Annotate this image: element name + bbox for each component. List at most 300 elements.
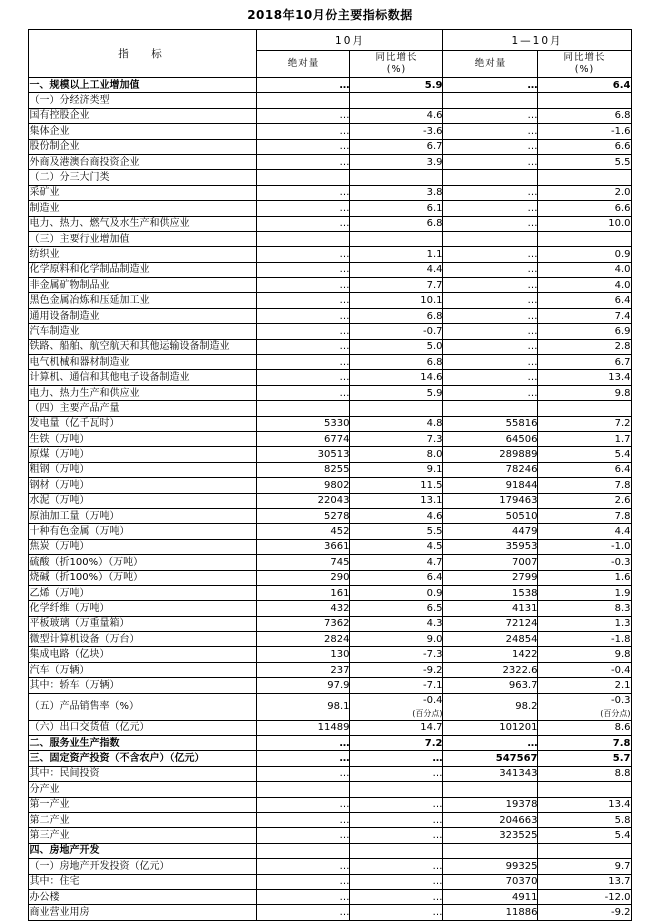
row-cumulative-absolute: 963.7 <box>443 678 538 693</box>
row-month-yoy: … <box>350 797 443 812</box>
row-month-absolute: … <box>257 247 350 262</box>
row-month-absolute: … <box>257 797 350 812</box>
row-indicator-label: 十种有色金属（万吨） <box>29 524 257 539</box>
row-month-absolute: 2824 <box>257 632 350 647</box>
row-month-yoy: 4.3 <box>350 616 443 631</box>
row-cumulative-absolute: 1422 <box>443 647 538 662</box>
row-month-yoy: 7.2 <box>350 736 443 751</box>
row-month-absolute: 7362 <box>257 616 350 631</box>
table-row <box>29 874 631 889</box>
row-cumulative-absolute <box>443 782 538 797</box>
table-row <box>29 478 631 493</box>
table-row <box>29 797 631 812</box>
row-indicator-label: 其中：住宅 <box>29 874 257 889</box>
row-indicator-label: 四、房地产开发 <box>29 843 257 858</box>
row-cumulative-yoy: 5.7 <box>538 751 631 766</box>
row-month-yoy <box>350 693 443 720</box>
header-month-yoy <box>350 51 443 78</box>
row-month-absolute: 161 <box>257 585 350 600</box>
table-row <box>29 812 631 827</box>
table-row <box>29 662 631 677</box>
row-cumulative-yoy: 1.3 <box>538 616 631 631</box>
row-cumulative-yoy: 2.6 <box>538 493 631 508</box>
row-month-yoy <box>350 231 443 246</box>
table-row <box>29 905 631 920</box>
row-cumulative-absolute: … <box>443 308 538 323</box>
row-cumulative-yoy: 5.5 <box>538 154 631 169</box>
row-indicator-label: 办公楼 <box>29 889 257 904</box>
table-row <box>29 859 631 874</box>
row-month-absolute: 8255 <box>257 462 350 477</box>
row-cumulative-yoy: 8.8 <box>538 766 631 781</box>
row-indicator-label: 制造业 <box>29 201 257 216</box>
row-indicator-label: 微型计算机设备（万台） <box>29 632 257 647</box>
row-cumulative-absolute: 24854 <box>443 632 538 647</box>
row-month-yoy: … <box>350 766 443 781</box>
row-indicator-label: 粗钢（万吨） <box>29 462 257 477</box>
row-month-absolute: 432 <box>257 601 350 616</box>
row-month-absolute: … <box>257 201 350 216</box>
row-cumulative-absolute: 547567 <box>443 751 538 766</box>
row-month-yoy <box>350 93 443 108</box>
row-cumulative-absolute: 204663 <box>443 812 538 827</box>
table-row <box>29 647 631 662</box>
row-cumulative-absolute <box>443 843 538 858</box>
row-month-yoy: 9.1 <box>350 462 443 477</box>
row-cumulative-absolute <box>443 93 538 108</box>
row-cumulative-yoy: 4.0 <box>538 262 631 277</box>
table-row <box>29 720 631 735</box>
row-indicator-label: 采矿业 <box>29 185 257 200</box>
row-month-yoy: 7.7 <box>350 278 443 293</box>
row-month-yoy-value: -0.4 <box>422 694 443 706</box>
row-month-yoy <box>350 170 443 185</box>
row-cumulative-yoy: 6.4 <box>538 462 631 477</box>
row-month-yoy <box>350 782 443 797</box>
table-row <box>29 416 631 431</box>
row-indicator-label: 集体企业 <box>29 124 257 139</box>
header-indicator: 指 标 <box>29 30 257 78</box>
row-month-yoy: … <box>350 905 443 920</box>
row-month-absolute: … <box>257 339 350 354</box>
table-row <box>29 370 631 385</box>
table-row <box>29 293 631 308</box>
row-cumulative-absolute: … <box>443 278 538 293</box>
row-cumulative-yoy: 8.3 <box>538 601 631 616</box>
row-cumulative-absolute: … <box>443 201 538 216</box>
row-indicator-label: 一、规模以上工业增加值 <box>29 78 257 93</box>
row-month-yoy-note: (百分点) <box>412 708 443 718</box>
table-row <box>29 108 631 123</box>
row-indicator-label: 非金属矿物制品业 <box>29 278 257 293</box>
row-cumulative-yoy: 9.7 <box>538 859 631 874</box>
row-month-absolute: 98.1 <box>257 693 350 720</box>
table-row <box>29 462 631 477</box>
row-month-yoy: 5.0 <box>350 339 443 354</box>
table-row <box>29 139 631 154</box>
row-month-absolute: 5330 <box>257 416 350 431</box>
row-indicator-label: 股份制企业 <box>29 139 257 154</box>
row-month-absolute <box>257 401 350 416</box>
page-title: 2018年10月份主要指标数据 <box>247 8 413 22</box>
table-row <box>29 678 631 693</box>
row-month-absolute: … <box>257 185 350 200</box>
row-month-absolute: … <box>257 385 350 400</box>
row-cumulative-yoy: 9.8 <box>538 385 631 400</box>
row-cumulative-yoy: 9.8 <box>538 647 631 662</box>
row-cumulative-yoy: 6.8 <box>538 108 631 123</box>
row-month-yoy: … <box>350 751 443 766</box>
row-indicator-label: 原油加工量（万吨） <box>29 508 257 523</box>
row-month-absolute: … <box>257 905 350 920</box>
row-cumulative-absolute: … <box>443 185 538 200</box>
row-cumulative-absolute: 98.2 <box>443 693 538 720</box>
row-indicator-label: （六）出口交货值（亿元） <box>29 720 257 735</box>
row-cumulative-yoy: 1.6 <box>538 570 631 585</box>
row-cumulative-yoy <box>538 693 631 720</box>
table-row <box>29 539 631 554</box>
row-cumulative-yoy: 7.4 <box>538 308 631 323</box>
row-cumulative-absolute: 64506 <box>443 431 538 446</box>
row-cumulative-yoy: -0.4 <box>538 662 631 677</box>
row-cumulative-absolute <box>443 401 538 416</box>
row-indicator-label: 计算机、通信和其他电子设备制造业 <box>29 370 257 385</box>
row-month-yoy: 6.8 <box>350 216 443 231</box>
row-cumulative-yoy: 7.8 <box>538 508 631 523</box>
table-row <box>29 201 631 216</box>
header-group-cumulative: 1—10月 <box>443 30 631 51</box>
table-row <box>29 185 631 200</box>
row-indicator-label: 外商及港澳台商投资企业 <box>29 154 257 169</box>
row-cumulative-absolute: … <box>443 339 538 354</box>
row-indicator-label: 化学原料和化学制品制造业 <box>29 262 257 277</box>
row-cumulative-absolute: 4131 <box>443 601 538 616</box>
row-month-yoy: -3.6 <box>350 124 443 139</box>
row-month-absolute: … <box>257 124 350 139</box>
row-cumulative-absolute: 19378 <box>443 797 538 812</box>
row-indicator-label: 第二产业 <box>29 812 257 827</box>
row-month-absolute: 237 <box>257 662 350 677</box>
row-month-absolute: … <box>257 828 350 843</box>
row-cumulative-yoy: 4.4 <box>538 524 631 539</box>
row-indicator-label: 焦炭（万吨） <box>29 539 257 554</box>
row-cumulative-absolute: 4479 <box>443 524 538 539</box>
row-cumulative-absolute: … <box>443 154 538 169</box>
row-cumulative-yoy: 1.9 <box>538 585 631 600</box>
row-month-absolute <box>257 843 350 858</box>
row-month-yoy: 4.4 <box>350 262 443 277</box>
row-month-absolute: … <box>257 736 350 751</box>
row-month-absolute: … <box>257 78 350 93</box>
row-month-absolute <box>257 170 350 185</box>
table-body <box>29 78 631 921</box>
row-month-yoy: -7.3 <box>350 647 443 662</box>
table-row <box>29 355 631 370</box>
row-cumulative-absolute: 2322.6 <box>443 662 538 677</box>
row-indicator-label: 分产业 <box>29 782 257 797</box>
row-cumulative-yoy: 6.7 <box>538 355 631 370</box>
row-indicator-label: 通用设备制造业 <box>29 308 257 323</box>
header-cumulative-absolute: 绝对量 <box>443 51 538 78</box>
row-cumulative-absolute: 35953 <box>443 539 538 554</box>
row-cumulative-yoy: -1.6 <box>538 124 631 139</box>
row-cumulative-yoy: 2.8 <box>538 339 631 354</box>
row-cumulative-absolute: … <box>443 385 538 400</box>
row-cumulative-yoy: 6.4 <box>538 78 631 93</box>
row-cumulative-absolute: 1538 <box>443 585 538 600</box>
row-month-absolute: … <box>257 751 350 766</box>
row-month-absolute: 3661 <box>257 539 350 554</box>
row-month-yoy: 4.8 <box>350 416 443 431</box>
row-indicator-label: 烧碱（折100%）（万吨） <box>29 570 257 585</box>
table-row <box>29 889 631 904</box>
header-group-month: 10月 <box>257 30 443 51</box>
table-row <box>29 247 631 262</box>
row-month-yoy: 4.7 <box>350 555 443 570</box>
table-row <box>29 766 631 781</box>
row-month-absolute: 22043 <box>257 493 350 508</box>
row-month-yoy: -7.1 <box>350 678 443 693</box>
table-row <box>29 493 631 508</box>
row-month-yoy: 11.5 <box>350 478 443 493</box>
row-cumulative-absolute: … <box>443 736 538 751</box>
row-indicator-label: 生铁（万吨） <box>29 431 257 446</box>
row-month-absolute <box>257 231 350 246</box>
row-indicator-label: 钢材（万吨） <box>29 478 257 493</box>
row-month-absolute <box>257 782 350 797</box>
table-row <box>29 508 631 523</box>
row-month-yoy: 5.9 <box>350 385 443 400</box>
row-cumulative-yoy: 2.1 <box>538 678 631 693</box>
row-cumulative-yoy <box>538 170 631 185</box>
row-cumulative-absolute: … <box>443 370 538 385</box>
row-month-yoy: … <box>350 812 443 827</box>
row-indicator-label: 第三产业 <box>29 828 257 843</box>
row-indicator-label: 原煤（万吨） <box>29 447 257 462</box>
row-month-yoy: -9.2 <box>350 662 443 677</box>
row-cumulative-yoy: 6.6 <box>538 201 631 216</box>
row-month-absolute: … <box>257 874 350 889</box>
row-month-absolute: … <box>257 324 350 339</box>
table-row <box>29 262 631 277</box>
table-row <box>29 693 631 720</box>
row-cumulative-absolute: 50510 <box>443 508 538 523</box>
row-cumulative-yoy: -12.0 <box>538 889 631 904</box>
row-month-yoy: 9.0 <box>350 632 443 647</box>
row-month-absolute: … <box>257 370 350 385</box>
row-cumulative-absolute: 78246 <box>443 462 538 477</box>
row-cumulative-yoy: 8.6 <box>538 720 631 735</box>
row-month-yoy: 4.6 <box>350 508 443 523</box>
row-indicator-label: 二、服务业生产指数 <box>29 736 257 751</box>
header-cumulative-yoy-line1: 同比增长 <box>563 52 606 63</box>
row-cumulative-yoy <box>538 93 631 108</box>
table-row <box>29 278 631 293</box>
header-row-groups <box>29 30 631 51</box>
table-row <box>29 93 631 108</box>
table-header <box>29 30 631 78</box>
row-cumulative-absolute: 4911 <box>443 889 538 904</box>
row-month-yoy: 14.7 <box>350 720 443 735</box>
row-month-yoy: 1.1 <box>350 247 443 262</box>
row-month-yoy: … <box>350 874 443 889</box>
row-cumulative-yoy: 5.4 <box>538 447 631 462</box>
row-month-yoy: 3.8 <box>350 185 443 200</box>
row-cumulative-absolute: 101201 <box>443 720 538 735</box>
row-month-absolute: … <box>257 278 350 293</box>
row-cumulative-yoy: 13.4 <box>538 370 631 385</box>
table-row <box>29 585 631 600</box>
row-cumulative-yoy: -0.3 <box>538 555 631 570</box>
row-cumulative-absolute: 323525 <box>443 828 538 843</box>
row-indicator-label: 纺织业 <box>29 247 257 262</box>
row-cumulative-absolute: 341343 <box>443 766 538 781</box>
row-indicator-label: 黑色金属冶炼和压延加工业 <box>29 293 257 308</box>
table-row <box>29 401 631 416</box>
row-month-absolute: … <box>257 355 350 370</box>
row-month-yoy: 5.9 <box>350 78 443 93</box>
row-indicator-label: （五）产品销售率（%） <box>29 693 257 720</box>
table-row <box>29 308 631 323</box>
row-month-yoy: -0.7 <box>350 324 443 339</box>
row-indicator-label: 电气机械和器材制造业 <box>29 355 257 370</box>
row-month-absolute: 6774 <box>257 431 350 446</box>
table-row <box>29 601 631 616</box>
table-row <box>29 782 631 797</box>
row-cumulative-absolute: 179463 <box>443 493 538 508</box>
row-indicator-label: 国有控股企业 <box>29 108 257 123</box>
row-cumulative-absolute: … <box>443 355 538 370</box>
row-month-yoy: 4.6 <box>350 108 443 123</box>
statistics-table <box>28 29 631 921</box>
header-cumulative-yoy <box>538 51 631 78</box>
row-month-yoy: 6.4 <box>350 570 443 585</box>
table-row <box>29 385 631 400</box>
row-month-yoy: 5.5 <box>350 524 443 539</box>
row-indicator-label: 集成电路（亿块） <box>29 647 257 662</box>
row-month-yoy <box>350 843 443 858</box>
row-month-yoy: 13.1 <box>350 493 443 508</box>
row-month-absolute: … <box>257 139 350 154</box>
table-row <box>29 751 631 766</box>
row-month-yoy: 8.0 <box>350 447 443 462</box>
row-month-absolute: … <box>257 859 350 874</box>
row-cumulative-absolute: … <box>443 108 538 123</box>
row-cumulative-absolute <box>443 231 538 246</box>
row-cumulative-yoy: -1.8 <box>538 632 631 647</box>
row-cumulative-absolute: … <box>443 216 538 231</box>
row-month-absolute: 9802 <box>257 478 350 493</box>
table-row <box>29 843 631 858</box>
row-month-absolute: … <box>257 812 350 827</box>
row-month-absolute: 745 <box>257 555 350 570</box>
row-cumulative-absolute: 72124 <box>443 616 538 631</box>
row-indicator-label: （一）分经济类型 <box>29 93 257 108</box>
row-cumulative-absolute: … <box>443 324 538 339</box>
table-row <box>29 154 631 169</box>
row-cumulative-absolute: … <box>443 124 538 139</box>
row-cumulative-yoy <box>538 782 631 797</box>
row-cumulative-yoy: 0.9 <box>538 247 631 262</box>
row-month-yoy: 4.5 <box>350 539 443 554</box>
row-month-absolute: 290 <box>257 570 350 585</box>
row-cumulative-yoy <box>538 231 631 246</box>
row-indicator-label: 其中：民间投资 <box>29 766 257 781</box>
table-row <box>29 78 631 93</box>
row-indicator-label: 其中：轿车（万辆） <box>29 678 257 693</box>
table-row <box>29 524 631 539</box>
row-indicator-label: 乙烯（万吨） <box>29 585 257 600</box>
row-cumulative-yoy: 7.8 <box>538 736 631 751</box>
row-month-yoy: … <box>350 859 443 874</box>
row-indicator-label: 第一产业 <box>29 797 257 812</box>
row-indicator-label: 平板玻璃（万重量箱） <box>29 616 257 631</box>
row-indicator-label: 商业营业用房 <box>29 905 257 920</box>
row-cumulative-absolute: 2799 <box>443 570 538 585</box>
row-month-absolute: 452 <box>257 524 350 539</box>
row-cumulative-absolute: 99325 <box>443 859 538 874</box>
row-month-yoy: 0.9 <box>350 585 443 600</box>
row-month-absolute: … <box>257 216 350 231</box>
row-month-absolute: 30513 <box>257 447 350 462</box>
row-cumulative-yoy-value: -0.3 <box>610 694 631 706</box>
table-row <box>29 124 631 139</box>
table-row <box>29 216 631 231</box>
row-month-yoy: 7.3 <box>350 431 443 446</box>
row-indicator-label: 汽车（万辆） <box>29 662 257 677</box>
header-month-yoy-line2: (%) <box>386 64 407 75</box>
table-row <box>29 231 631 246</box>
row-indicator-label: 水泥（万吨） <box>29 493 257 508</box>
row-cumulative-absolute: … <box>443 293 538 308</box>
row-cumulative-absolute: … <box>443 78 538 93</box>
row-cumulative-absolute: 55816 <box>443 416 538 431</box>
row-cumulative-absolute <box>443 170 538 185</box>
row-month-absolute <box>257 93 350 108</box>
row-cumulative-yoy: 6.6 <box>538 139 631 154</box>
header-month-yoy-line1: 同比增长 <box>375 52 418 63</box>
table-row <box>29 616 631 631</box>
row-indicator-label: 铁路、船舶、航空航天和其他运输设备制造业 <box>29 339 257 354</box>
row-cumulative-absolute: 91844 <box>443 478 538 493</box>
row-month-absolute: … <box>257 154 350 169</box>
row-month-yoy: 6.5 <box>350 601 443 616</box>
row-cumulative-yoy: 10.0 <box>538 216 631 231</box>
row-cumulative-yoy: 2.0 <box>538 185 631 200</box>
row-cumulative-yoy <box>538 843 631 858</box>
row-month-yoy: 6.7 <box>350 139 443 154</box>
row-cumulative-yoy: 1.7 <box>538 431 631 446</box>
row-cumulative-yoy: 13.4 <box>538 797 631 812</box>
table-row <box>29 431 631 446</box>
row-indicator-label: （二）分三大门类 <box>29 170 257 185</box>
row-cumulative-absolute: 11886 <box>443 905 538 920</box>
row-cumulative-yoy-note: (百分点) <box>600 708 631 718</box>
table-row <box>29 828 631 843</box>
row-cumulative-yoy: 13.7 <box>538 874 631 889</box>
row-month-yoy: 10.1 <box>350 293 443 308</box>
table-row <box>29 570 631 585</box>
row-month-yoy: 3.9 <box>350 154 443 169</box>
row-indicator-label: 汽车制造业 <box>29 324 257 339</box>
row-indicator-label: （一）房地产开发投资（亿元） <box>29 859 257 874</box>
row-month-absolute: 97.9 <box>257 678 350 693</box>
row-month-yoy: 14.6 <box>350 370 443 385</box>
row-cumulative-yoy: 5.8 <box>538 812 631 827</box>
table-row <box>29 170 631 185</box>
row-month-yoy: 6.8 <box>350 308 443 323</box>
row-cumulative-absolute: 70370 <box>443 874 538 889</box>
